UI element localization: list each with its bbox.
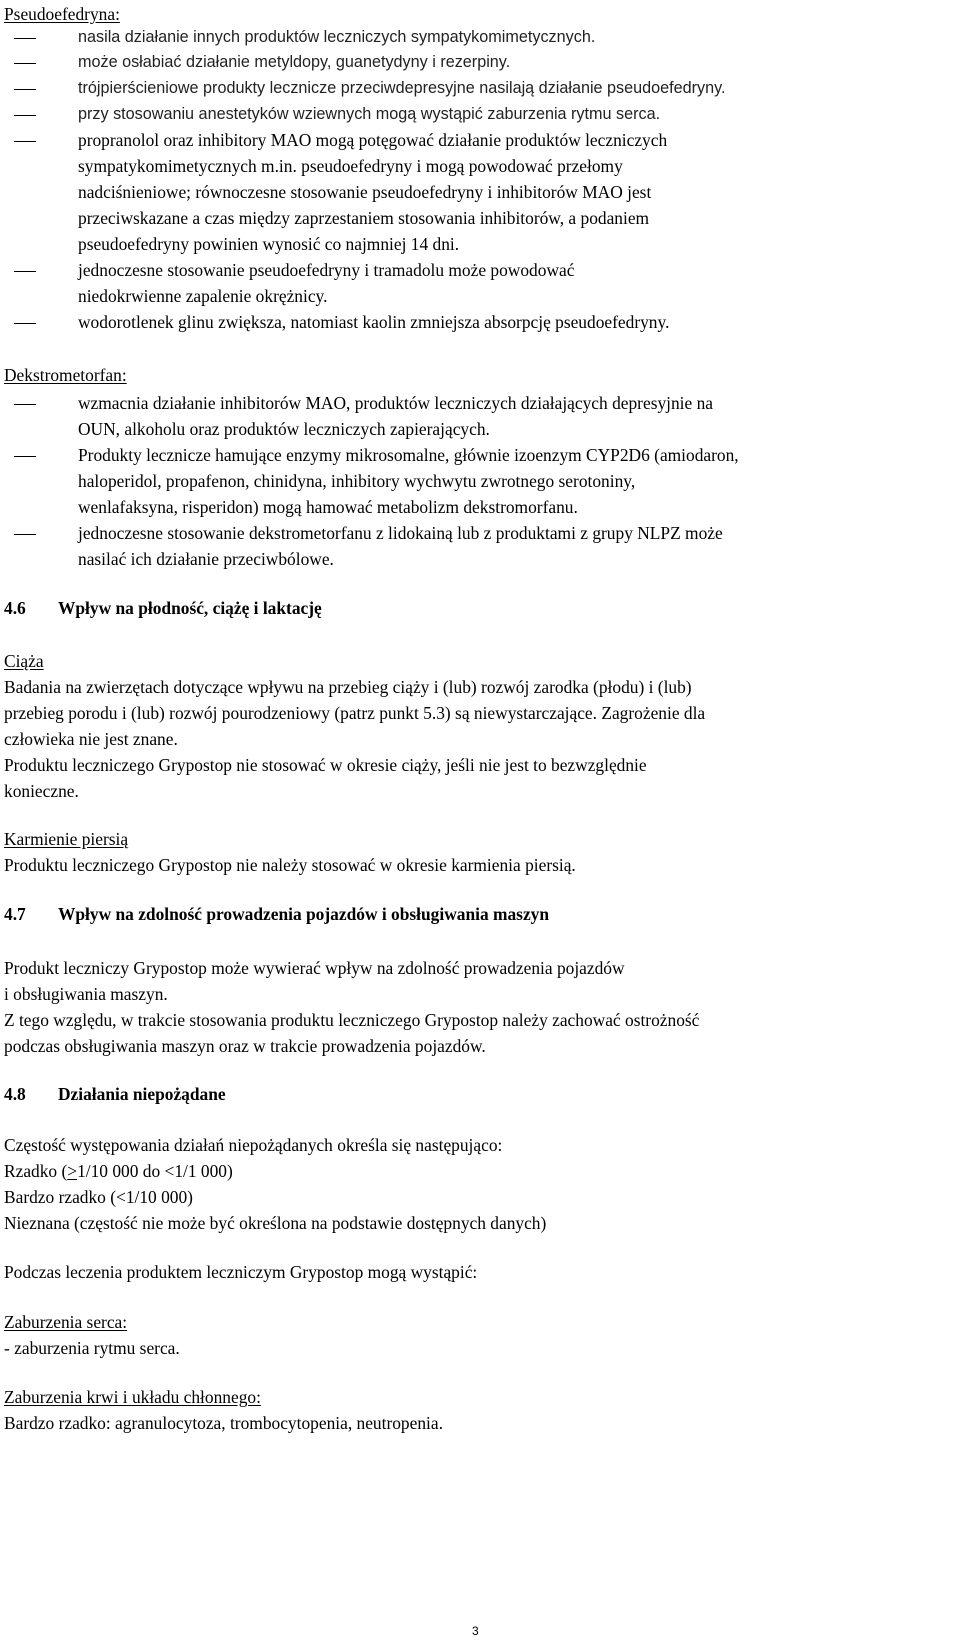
pseudo-item-6-line2: niedokrwienne zapalenie okrężnicy.	[78, 286, 328, 306]
dextro-item-2-line1: Produkty lecznicze hamujące enzymy mikrosomalne, głównie izoenzym CYP2D6 (amiodaron,	[78, 445, 739, 465]
dextro-item-3-line1: jednoczesne stosowanie dekstrometorfanu z lidokainą lub z produktami z grupy NLPZ może	[78, 523, 723, 543]
dash-bullet	[14, 259, 36, 281]
driving-text-3: Z tego względu, w trakcie stosowania produktu leczniczego Grypostop należy zachować ostrożność	[4, 1010, 700, 1030]
section-title: Działania niepożądane	[58, 1084, 226, 1104]
pseudo-item-5-line2: sympatykomimetycznych m.in. pseudoefedryny i mogą powodować przełomy	[78, 156, 623, 176]
adverse-intro: Podczas leczenia produktem leczniczym Grypostop mogą wystąpić:	[4, 1262, 478, 1282]
section-4-8-heading	[4, 1083, 226, 1105]
pseudo-item-6-line1: jednoczesne stosowanie pseudoefedryny i tramadolu może powodować	[78, 260, 575, 280]
pseudo-item-4: przy stosowaniu anestetyków wziewnych mogą wystąpić zaburzenia rytmu serca.	[78, 105, 661, 123]
breastfeeding-heading: Karmienie piersią	[4, 829, 129, 849]
dekstrometorfan-heading: Dekstrometorfan:	[4, 365, 127, 385]
pregnancy-text-5: konieczne.	[4, 781, 79, 801]
frequency-rare-label: Rzadko (	[4, 1161, 68, 1181]
frequency-rare	[4, 1160, 233, 1182]
dash-bullet	[14, 26, 36, 48]
cardiac-disorders-heading: Zaburzenia serca:	[4, 1312, 128, 1332]
pseudo-item-7: wodorotlenek glinu zwiększa, natomiast kaolin zmniejsza absorpcję pseudoefedryny.	[78, 312, 670, 332]
section-number: 4.8	[4, 1084, 26, 1104]
cardiac-disorders-item: - zaburzenia rytmu serca.	[4, 1338, 180, 1358]
dash-bullet	[14, 103, 36, 125]
driving-text-4: podczas obsługiwania maszyn oraz w trakcie prowadzenia pojazdów.	[4, 1036, 486, 1056]
section-title: Wpływ na płodność, ciążę i laktację	[58, 598, 322, 618]
blood-disorders-heading: Zaburzenia krwi i układu chłonnego:	[4, 1387, 261, 1407]
pseudo-item-3: trójpierścieniowe produkty lecznicze przeciwdepresyjne nasilają działanie pseudoefedryny.	[78, 79, 726, 97]
pseudo-item-5-line1: propranolol oraz inhibitory MAO mogą potęgować działanie produktów leczniczych	[78, 130, 668, 150]
driving-text-1: Produkt leczniczy Grypostop może wywierać wpływ na zdolność prowadzenia pojazdów	[4, 958, 625, 978]
greater-equal-symbol: >	[67, 1161, 78, 1181]
pseudoefedryna-heading: Pseudoefedryna:	[4, 4, 120, 24]
dash-bullet	[14, 51, 36, 73]
dash-bullet	[14, 311, 36, 333]
dash-bullet	[14, 444, 36, 466]
dash-bullet	[14, 129, 36, 151]
breastfeeding-text: Produktu leczniczego Grypostop nie należy stosować w okresie karmienia piersią.	[4, 855, 576, 875]
pregnancy-text-1: Badania na zwierzętach dotyczące wpływu na przebieg ciąży i (lub) rozwój zarodka (płodu) i (lub)	[4, 677, 692, 697]
pseudo-item-2: może osłabiać działanie metyldopy, guanetydyny i rezerpiny.	[78, 53, 511, 71]
driving-text-2: i obsługiwania maszyn.	[4, 984, 168, 1004]
dash-bullet	[14, 77, 36, 99]
blood-disorders-item: Bardzo rzadko: agranulocytoza, trombocytopenia, neutropenia.	[4, 1413, 443, 1433]
dextro-item-2-line2: haloperidol, propafenon, chinidyna, inhibitory wychwytu zwrotnego serotoniny,	[78, 471, 636, 491]
dash-bullet	[14, 522, 36, 544]
pregnancy-text-2: przebieg porodu i (lub) rozwój pourodzeniowy (patrz punkt 5.3) są niewystarczające. Zagrożenie dla	[4, 703, 706, 723]
pregnancy-heading: Ciąża	[4, 651, 44, 671]
section-number: 4.7	[4, 904, 26, 924]
frequency-rare-range: 1/10 000 do <1/1 000)	[77, 1161, 233, 1181]
dextro-item-1-line1: wzmacnia działanie inhibitorów MAO, produktów leczniczych działających depresyjnie na	[78, 393, 713, 413]
section-number: 4.6	[4, 598, 26, 618]
frequency-unknown: Nieznana (częstość nie może być określona na podstawie dostępnych danych)	[4, 1213, 547, 1233]
frequency-intro: Częstość występowania działań niepożądanych określa się następująco:	[4, 1135, 503, 1155]
pseudo-item-5-line5: pseudoefedryny powinien wynosić co najmniej 14 dni.	[78, 234, 460, 254]
dextro-item-1-line2: OUN, alkoholu oraz produktów leczniczych zapierających.	[78, 419, 490, 439]
dextro-item-2-line3: wenlafaksyna, risperidon) mogą hamować metabolizm dekstromorfanu.	[78, 497, 578, 517]
dextro-item-3-line2: nasilać ich działanie przeciwbólowe.	[78, 549, 334, 569]
pregnancy-text-3: człowieka nie jest znane.	[4, 729, 178, 749]
section-4-6-heading	[4, 597, 322, 619]
pseudo-item-1: nasila działanie innych produktów leczniczych sympatykomimetycznych.	[78, 28, 596, 46]
frequency-very-rare: Bardzo rzadko (<1/10 000)	[4, 1187, 193, 1207]
pregnancy-text-4: Produktu leczniczego Grypostop nie stosować w okresie ciąży, jeśli nie jest to bezwzględnie	[4, 755, 647, 775]
page-number: 3	[472, 1624, 479, 1638]
pseudo-item-5-line3: nadciśnieniowe; równoczesne stosowanie pseudoefedryny i inhibitorów MAO jest	[78, 182, 652, 202]
dash-bullet	[14, 392, 36, 414]
section-title: Wpływ na zdolność prowadzenia pojazdów i obsługiwania maszyn	[58, 904, 550, 924]
section-4-7-heading	[4, 903, 549, 925]
pseudo-item-5-line4: przeciwskazane a czas między zaprzestaniem stosowania inhibitorów, a podaniem	[78, 208, 650, 228]
